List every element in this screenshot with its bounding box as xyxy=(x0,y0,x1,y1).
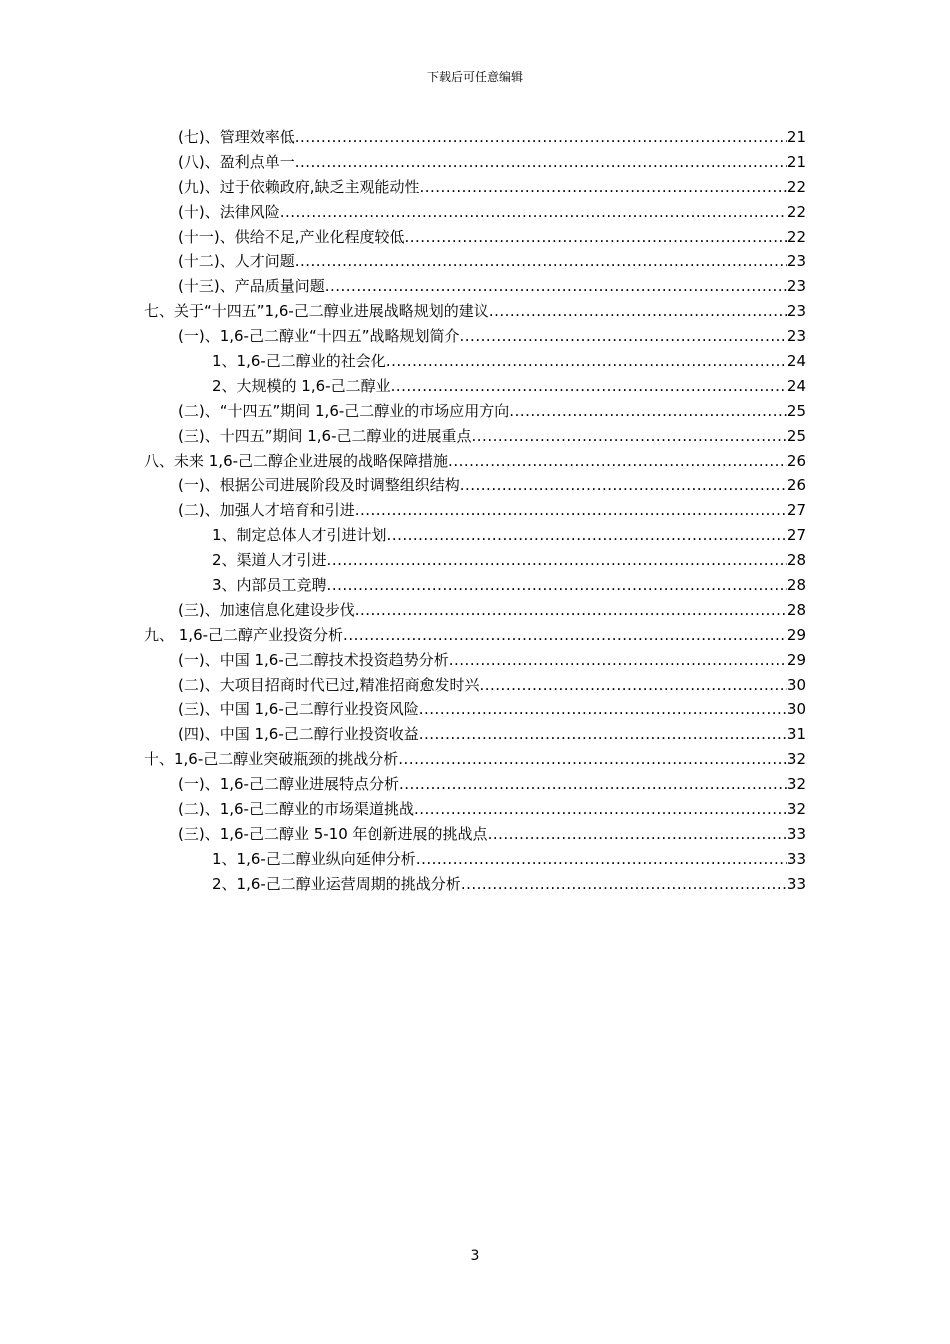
toc-entry-label: (十三)、产品质量问题 xyxy=(178,277,325,296)
toc-entry-label: (三)、加速信息化建设步伐 xyxy=(178,600,355,619)
toc-entry[interactable] xyxy=(144,226,806,251)
toc-entry-page: 25 xyxy=(786,426,806,445)
toc-entry-page: 32 xyxy=(786,750,806,769)
toc-entry[interactable] xyxy=(144,599,806,624)
toc-dot-leader xyxy=(343,626,787,644)
toc-entry-label: (七)、管理效率低 xyxy=(178,128,295,146)
toc-entry[interactable] xyxy=(144,823,806,848)
toc-dot-leader xyxy=(416,850,787,868)
toc-dot-leader xyxy=(327,576,787,594)
toc-entry-label: (二)、“十四五”期间 1,6-己二醇业的市场应用方向 xyxy=(178,401,510,420)
toc-entry[interactable] xyxy=(144,499,806,524)
toc-entry[interactable] xyxy=(144,848,806,873)
toc-entry-page: 28 xyxy=(786,576,806,595)
toc-dot-leader xyxy=(295,153,787,171)
toc-entry-page: 30 xyxy=(786,700,806,719)
toc-entry-page: 21 xyxy=(786,152,806,171)
toc-entry-label: (三)、1,6-己二醇业 5-10 年创新进展的挑战点 xyxy=(178,824,488,843)
toc-entry-label: (二)、大项目招商时代已过,精准招商愈发时兴 xyxy=(178,675,480,694)
toc-entry-label: 3、内部员工竞聘 xyxy=(212,576,327,595)
toc-dot-leader xyxy=(404,228,786,246)
toc-dot-leader xyxy=(509,402,787,420)
toc-entry[interactable] xyxy=(144,549,806,574)
toc-entry[interactable] xyxy=(144,375,806,400)
toc-entry-page: 24 xyxy=(786,376,806,395)
toc-dot-leader xyxy=(325,277,787,295)
toc-entry-page: 29 xyxy=(786,650,806,669)
toc-entry-page: 22 xyxy=(786,202,806,221)
toc-entry[interactable] xyxy=(144,400,806,425)
toc-entry[interactable] xyxy=(144,325,806,350)
page-number: 3 xyxy=(470,1248,480,1264)
toc-dot-leader xyxy=(460,327,787,345)
toc-entry-label: 2、大规模的 1,6-己二醇业 xyxy=(212,376,391,395)
toc-dot-leader xyxy=(295,252,787,270)
toc-entry-label: (八)、盈利点单一 xyxy=(178,152,295,171)
toc-entry-page: 26 xyxy=(786,451,806,470)
toc-entry[interactable] xyxy=(144,674,806,699)
toc-dot-leader xyxy=(460,476,787,494)
toc-entry-page: 33 xyxy=(786,849,806,868)
toc-entry-label: (十二)、人才问题 xyxy=(178,252,295,271)
toc-entry[interactable] xyxy=(144,773,806,798)
toc-entry-label: 1、1,6-己二醇业的社会化 xyxy=(212,352,386,371)
toc-entry[interactable] xyxy=(144,524,806,549)
toc-entry-label: (一)、根据公司进展阶段及时调整组织结构 xyxy=(178,476,460,495)
toc-entry[interactable] xyxy=(144,798,806,823)
toc-entry-page: 24 xyxy=(786,352,806,371)
toc-entry-label: (十一)、供给不足,产业化程度较低 xyxy=(178,227,405,246)
toc-entry[interactable] xyxy=(144,574,806,599)
toc-entry-page: 21 xyxy=(786,128,806,146)
toc-entry[interactable] xyxy=(144,474,806,499)
toc-dot-leader xyxy=(398,750,787,768)
toc-entry-page: 22 xyxy=(786,227,806,246)
toc-entry-label: (三)、十四五”期间 1,6-己二醇业的进展重点 xyxy=(178,426,472,445)
toc-dot-leader xyxy=(472,427,787,445)
toc-entry[interactable] xyxy=(144,126,806,151)
table-of-contents xyxy=(144,126,806,898)
toc-entry-page: 23 xyxy=(786,252,806,271)
toc-entry-page: 32 xyxy=(786,800,806,819)
toc-entry[interactable] xyxy=(144,748,806,773)
toc-entry[interactable] xyxy=(144,624,806,649)
toc-entry-label: 2、渠道人才引进 xyxy=(212,551,327,570)
toc-entry[interactable] xyxy=(144,201,806,226)
toc-dot-leader xyxy=(448,452,787,470)
toc-entry[interactable] xyxy=(144,350,806,375)
toc-dot-leader xyxy=(479,676,786,694)
toc-entry-label: (二)、1,6-己二醇业的市场渠道挑战 xyxy=(178,800,414,819)
toc-entry[interactable] xyxy=(144,723,806,748)
toc-entry[interactable] xyxy=(144,873,806,898)
header-note: 下载后可任意编辑 xyxy=(426,70,523,84)
toc-entry[interactable] xyxy=(144,250,806,275)
toc-entry-label: 八、未来 1,6-己二醇企业进展的战略保障措施 xyxy=(144,451,449,470)
toc-entry-page: 22 xyxy=(786,177,806,196)
toc-dot-leader xyxy=(295,128,787,146)
toc-entry[interactable] xyxy=(144,300,806,325)
toc-entry[interactable] xyxy=(144,151,806,176)
toc-dot-leader xyxy=(280,203,787,221)
toc-entry-label: (一)、中国 1,6-己二醇技术投资趋势分析 xyxy=(178,650,449,669)
toc-entry-label: 1、1,6-己二醇业纵向延伸分析 xyxy=(212,849,416,868)
toc-dot-leader xyxy=(399,775,787,793)
toc-dot-leader xyxy=(327,551,787,569)
toc-entry-label: 七、关于“十四五”1,6-己二醇业进展战略规划的建议 xyxy=(144,302,489,321)
toc-entry-page: 23 xyxy=(786,302,806,321)
toc-entry-page: 27 xyxy=(786,526,806,545)
toc-entry-page: 33 xyxy=(786,874,806,893)
toc-entry[interactable] xyxy=(144,275,806,300)
toc-entry-page: 23 xyxy=(786,277,806,296)
toc-dot-leader xyxy=(419,725,787,743)
toc-entry-page: 33 xyxy=(786,824,806,843)
toc-dot-leader xyxy=(419,700,787,718)
toc-entry-page: 25 xyxy=(786,401,806,420)
toc-entry[interactable] xyxy=(144,649,806,674)
toc-dot-leader xyxy=(419,178,786,196)
toc-entry-label: (一)、1,6-己二醇业“十四五”战略规划简介 xyxy=(178,327,460,346)
toc-entry-page: 28 xyxy=(786,551,806,570)
toc-entry-label: 2、1,6-己二醇业运营周期的挑战分析 xyxy=(212,874,461,893)
toc-entry-label: 十、1,6-己二醇业突破瓶颈的挑战分析 xyxy=(144,750,399,769)
toc-entry-page: 32 xyxy=(786,775,806,794)
toc-entry-label: (四)、中国 1,6-己二醇行业投资收益 xyxy=(178,725,419,744)
toc-entry[interactable] xyxy=(144,425,806,450)
toc-dot-leader xyxy=(355,601,787,619)
toc-entry-page: 30 xyxy=(786,675,806,694)
toc-entry-page: 29 xyxy=(786,625,806,644)
toc-entry-page: 28 xyxy=(786,600,806,619)
toc-entry[interactable] xyxy=(144,698,806,723)
toc-entry-label: (九)、过于依赖政府,缺乏主观能动性 xyxy=(178,177,420,196)
toc-entry-page: 23 xyxy=(786,327,806,346)
toc-entry[interactable] xyxy=(144,450,806,475)
toc-dot-leader xyxy=(387,526,787,544)
toc-entry-label: 九、 1,6-己二醇产业投资分析 xyxy=(144,625,344,644)
toc-entry-label: (一)、1,6-己二醇业进展特点分析 xyxy=(178,775,399,794)
toc-entry-page: 27 xyxy=(786,501,806,520)
toc-dot-leader xyxy=(461,875,787,893)
toc-entry-page: 26 xyxy=(786,476,806,495)
toc-dot-leader xyxy=(355,501,787,519)
toc-dot-leader xyxy=(414,800,787,818)
toc-entry-label: (三)、中国 1,6-己二醇行业投资风险 xyxy=(178,700,419,719)
toc-entry-page: 31 xyxy=(786,725,806,744)
toc-entry[interactable] xyxy=(144,176,806,201)
toc-dot-leader xyxy=(449,651,787,669)
toc-entry-label: (二)、加强人才培育和引进 xyxy=(178,501,355,520)
toc-dot-leader xyxy=(489,302,787,320)
toc-dot-leader xyxy=(488,825,787,843)
toc-entry-label: (十)、法律风险 xyxy=(178,202,280,221)
toc-dot-leader xyxy=(391,377,787,395)
toc-dot-leader xyxy=(386,352,787,370)
toc-entry-label: 1、制定总体人才引进计划 xyxy=(212,526,387,545)
